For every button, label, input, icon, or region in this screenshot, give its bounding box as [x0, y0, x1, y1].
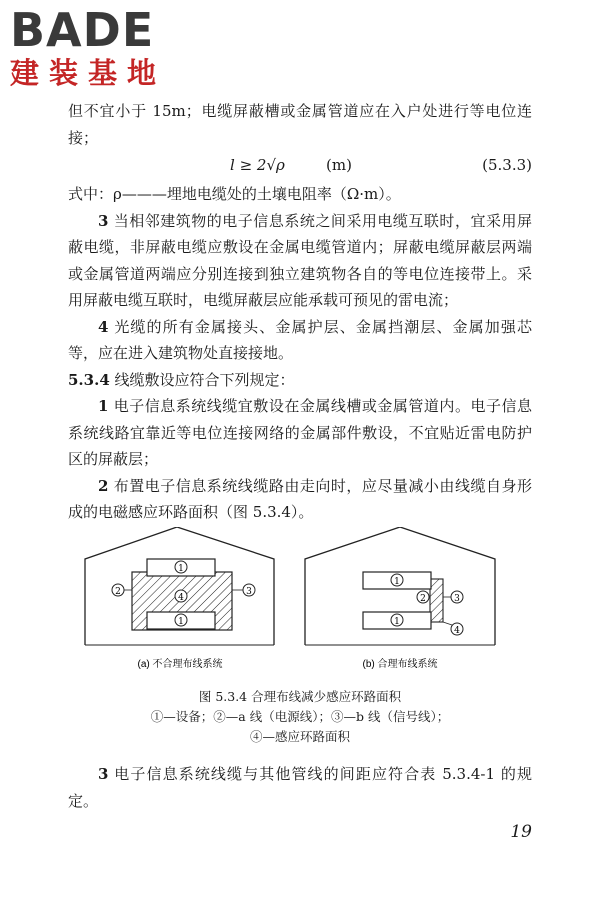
mark-2: 2 — [420, 594, 426, 604]
formula-expression: l ≥ 2√ρ — [230, 156, 285, 174]
sub-item-1-text: 电子信息系统线缆宜敷设在金属线槽或金属管道内。电子信息系统线路宜靠近等电位连接网络的金属部件敷设，不宜贴近雷电防护区的屏蔽层； — [68, 397, 532, 468]
item-4-number: 4 — [98, 317, 109, 336]
figure-caption: 图 5.3.4 合理布线减少感应环路面积 — [198, 689, 402, 704]
mark-1: 1 — [394, 617, 400, 627]
item-4 — [68, 314, 532, 367]
sub-item-2 — [68, 473, 532, 526]
mark-2: 2 — [115, 587, 121, 597]
mark-3: 3 — [454, 594, 460, 604]
mark-1: 1 — [178, 617, 184, 627]
formula-where: 式中：ρ———埋地电缆处的土壤电阻率（Ω·m）。 — [68, 185, 401, 203]
sub-item-3-text: 电子信息系统线缆与其他管线的间距应符合表 5.3.4-1 的规定。 — [68, 765, 532, 810]
page-number: 19 — [510, 822, 532, 842]
sub-item-2-text: 布置电子信息系统线缆路由走向时，应尽量减小由线缆自身形成的电磁感应环路面积（图 5.3.4）。 — [68, 476, 532, 521]
logo-subtitle: 建装基地 — [10, 56, 167, 90]
building-a — [85, 527, 274, 645]
paragraph-text: 但不宜小于 15m；电缆屏蔽槽或金属管道应在入户处进行等电位连接； — [68, 102, 532, 147]
figure-legend-1: ①—设备；②—a 线（电源线）；③—b 线（信号线）； — [150, 709, 450, 724]
section-number: 5.3.4 — [68, 370, 110, 389]
body-text-continued — [68, 761, 532, 814]
item-3-text: 当相邻建筑物的电子信息系统之间采用电缆互联时，宜采用屏蔽电缆，非屏蔽电缆应敷设在金属电缆管道内；屏蔽电缆屏蔽层两端或金属管道两端应分别连接到独立建筑物各自的等电位连接带上。采用屏蔽电缆互联时，电缆屏蔽层应能承载可预见的雷电流； — [68, 211, 532, 309]
figure-5-3-4 — [75, 527, 525, 677]
sub-item-3-number: 3 — [98, 765, 109, 783]
mark-1: 1 — [178, 564, 184, 574]
sub-item-2-number: 2 — [98, 476, 109, 495]
section-5-3-4 — [68, 367, 532, 394]
mark-4: 4 — [454, 626, 460, 636]
item-3 — [68, 208, 532, 314]
mark-4: 4 — [178, 593, 184, 603]
figure-legend-2: ④—感应环路面积 — [249, 729, 350, 744]
loop-area-small — [430, 579, 443, 622]
sub-item-1-number: 1 — [98, 397, 109, 415]
formula-5-3-3 — [68, 156, 532, 182]
paragraph-continuation — [68, 98, 532, 151]
logo-brand: BADE — [10, 3, 155, 57]
formula-number: (5.3.3) — [482, 156, 532, 174]
section-title: 线缆敷设应符合下列规定： — [109, 370, 295, 389]
figure-label-b: (b) 合理布线系统 — [362, 659, 438, 670]
figure-label-a: (a) 不合理布线系统 — [137, 659, 223, 670]
building-b — [305, 527, 495, 645]
mark-1: 1 — [394, 577, 400, 587]
item-4-text: 光缆的所有金属接头、金属护层、金属挡潮层、金属加强芯等，应在进入建筑物处直接接地。 — [68, 317, 532, 362]
body-text — [68, 181, 532, 526]
sub-item-3 — [68, 761, 532, 814]
item-3-number: 3 — [98, 211, 109, 230]
logo — [10, 3, 180, 90]
sub-item-1 — [68, 393, 532, 473]
formula-unit: (m) — [326, 156, 352, 174]
mark-3: 3 — [246, 587, 252, 597]
